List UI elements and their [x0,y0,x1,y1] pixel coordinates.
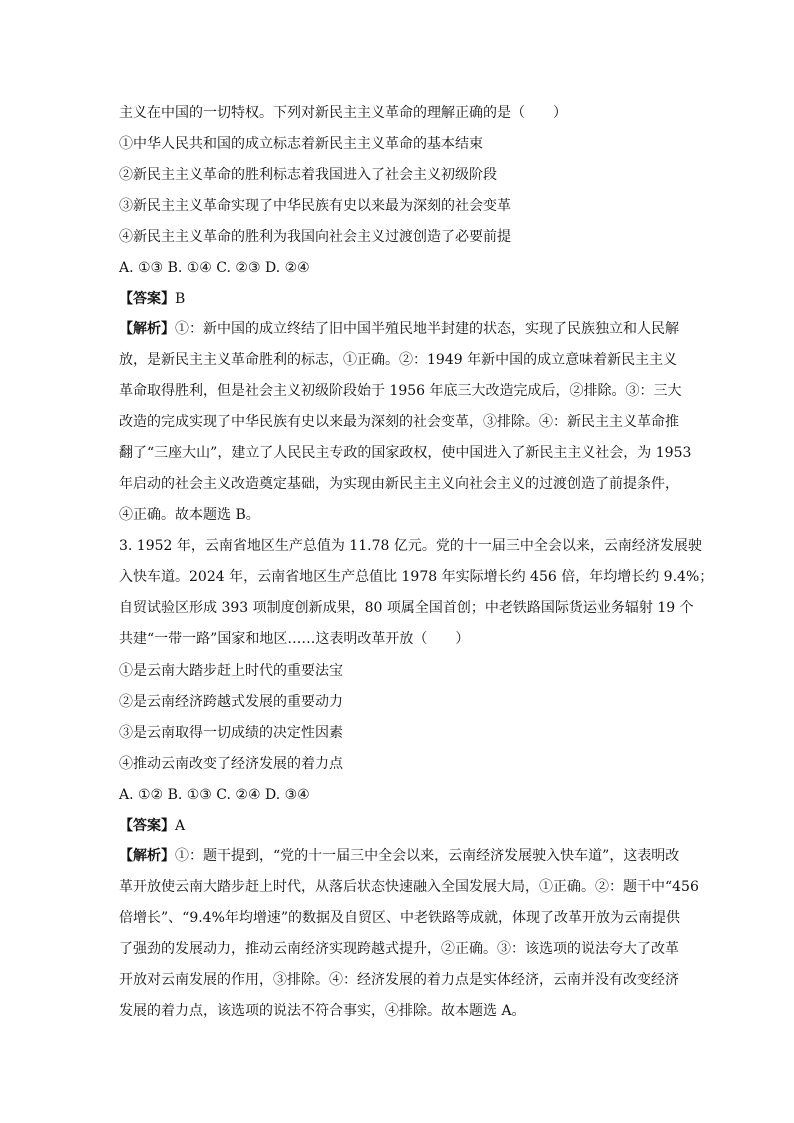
analysis-line: 革开放使云南大踏步赶上时代，从落后状态快速融入全国发展大局，①正确。②：题干中“456 [119,879,699,895]
analysis-line: 革命取得胜利，但是社会主义初级阶段始于 1956 年底三大改造完成后，②排除。③：三大 [119,383,682,399]
question-3-option-3: ③是云南取得一切成绩的决定性因素 [119,725,343,741]
answer-value: A [175,818,186,834]
analysis-line: 放，是新民主主义革命胜利的标志，①正确。②：1949 年新中国的成立意味着新民主主义 [119,352,678,368]
analysis-tag: 【解析】 [119,321,175,337]
question-2-choices: A. ①③ B. ①④ C. ②③ D. ②④ [119,260,310,276]
answer-tag: 【答案】 [119,818,175,834]
answer-value: B [175,291,186,307]
analysis-tag: 【解析】 [119,848,175,864]
question-3-option-2: ②是云南经济跨越式发展的重要动力 [119,694,343,710]
question-2-stem: 主义在中国的一切特权。下列对新民主主义革命的理解正确的是（ ） [119,105,567,121]
question-2-option-1: ①中华人民共和国的成立标志着新民主主义革命的基本结束 [119,136,483,152]
analysis-line: 发展的着力点，该选项的说法不符合事实，④排除。故本题选 A。 [119,1003,526,1019]
question-3-answer [119,816,684,837]
question-3-analysis [119,841,699,1027]
analysis-line: 改造的完成实现了中华民族有史以来最为深刻的社会变革，③排除。④：新民主主义革命推 [119,414,679,430]
question-2-analysis [119,314,692,531]
analysis-line: 年启动的社会主义改造奠定基础，为实现由新民主主义向社会主义的过渡创造了前提条件， [119,476,679,492]
question-3-choices: A. ①② B. ①③ C. ②④ D. ③④ [119,787,310,803]
stem-line: 共建“一带一路”国家和地区……这表明改革开放（ ） [119,631,470,647]
analysis-line: ④正确。故本题选 B。 [119,507,260,523]
question-2-option-2: ②新民主主义革命的胜利标志着我国进入了社会主义初级阶段 [119,167,497,183]
analysis-line: 了强劲的发展动力，推动云南经济实现跨越式提升，②正确。③：该选项的说法夸大了改革 [119,941,679,957]
analysis-line: 开放对云南发展的作用，③排除。④：经济发展的着力点是实体经济，云南并没有改变经济 [119,972,679,988]
analysis-line: 翻了“三座大山”，建立了人民民主专政的国家政权，使中国进入了新民主主义社会，为 1953 [119,445,692,461]
stem-line: 入快车道。2024 年，云南省地区生产总值比 1978 年实际增长约 456 倍，年均增长约 9.4%； [119,569,714,585]
question-3-option-4: ④推动云南改变了经济发展的着力点 [119,756,343,772]
stem-line: 3. 1952 年，云南省地区生产总值为 11.78 亿元。党的十一届三中全会以来，云南经济发展驶 [119,538,702,554]
question-2-answer [119,289,684,310]
document-content [119,103,714,1027]
analysis-line: 【解析】①：新中国的成立终结了旧中国半殖民地半封建的状态，实现了民族独立和人民解 [119,321,679,337]
question-2-option-4: ④新民主主义革命的胜利为我国向社会主义过渡创造了必要前提 [119,229,511,245]
analysis-line: 【解析】①：题干提到，“党的十一届三中全会以来，云南经济发展驶入快车道”，这表明改 [119,848,680,864]
question-2-option-3: ③新民主主义革命实现了中华民族有史以来最为深刻的社会变革 [119,198,511,214]
analysis-line: 倍增长”、“9.4%年均增速”的数据及自贸区、中老铁路等成就，体现了改革开放为云南提供 [119,910,681,926]
question-3-option-1: ①是云南大踏步赶上时代的重要法宝 [119,663,343,679]
stem-line: 自贸试验区形成 393 项制度创新成果，80 项属全国首创；中老铁路国际货运业务辐射 19 个 [119,600,694,616]
question-3-stem [119,531,714,655]
answer-tag: 【答案】 [119,291,175,307]
